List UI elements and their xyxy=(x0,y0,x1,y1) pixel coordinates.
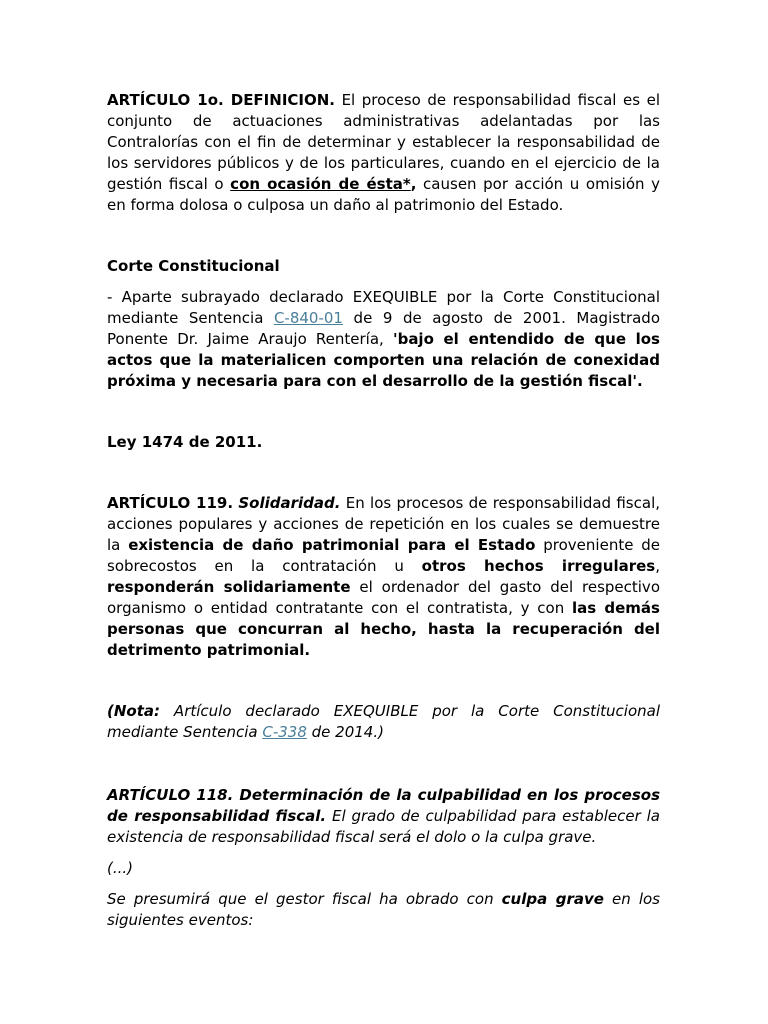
article-119-bold-3: responderán solidariamente xyxy=(107,578,351,596)
sentencia-c-840-01-link[interactable]: C-840-01 xyxy=(273,309,343,327)
nota-text-1: Artículo declarado EXEQUIBLE por la Corte Constitucional mediante Sentencia xyxy=(107,702,660,741)
spacer xyxy=(107,743,660,785)
article-119-bold-4: las demás personas que concurran al hecho, hasta la recuperación del detrimento patrimonial. xyxy=(107,599,660,659)
article-1-paragraph xyxy=(107,90,660,216)
corte-heading: Corte Constitucional xyxy=(107,257,280,275)
article-118-p2-bold: culpa grave xyxy=(501,890,604,908)
nota-paragraph xyxy=(107,701,660,743)
article-1-text-1: El proceso de responsabilidad fiscal es el conjunto de actuaciones administrativas adelantadas por las Contralorías con el fin de determinar y establecer la responsabilidad de los servidores públicos y de los particulares, cuando en el ejercicio de la gestión fiscal o xyxy=(107,91,661,193)
article-119-bold-1: existencia de daño patrimonial para el Estado xyxy=(128,536,536,554)
spacer xyxy=(107,848,660,858)
article-119-text-1: En los procesos de responsabilidad fiscal, acciones populares y acciones de repetición en los cuales se demuestre la xyxy=(107,494,660,554)
article-119-heading: ARTÍCULO 119. xyxy=(107,494,234,512)
spacer xyxy=(107,392,660,432)
article-118-p2-text-2: en los siguientes eventos: xyxy=(107,890,660,929)
article-118-ellipsis: (...) xyxy=(107,859,134,877)
document-body xyxy=(107,90,660,931)
spacer xyxy=(107,453,660,493)
corte-paragraph xyxy=(107,287,660,392)
article-118-paragraph xyxy=(107,785,660,848)
spacer xyxy=(107,661,660,701)
article-119-text-2: proveniente de sobrecostos en la contratación u xyxy=(107,536,660,575)
article-119-title: Solidaridad. xyxy=(238,494,341,512)
article-1-comma: , xyxy=(410,175,417,193)
nota-text-2: de 2014.) xyxy=(306,723,384,741)
sentencia-c-338-link[interactable]: C-338 xyxy=(262,723,307,741)
spacer xyxy=(107,277,660,287)
article-1-underlined-phrase: con ocasión de ésta* xyxy=(230,175,411,193)
article-119-paragraph xyxy=(107,493,660,661)
article-119-bold-2: otros hechos irregulares xyxy=(421,557,656,575)
spacer xyxy=(107,216,660,256)
article-1-heading: ARTÍCULO 1o. DEFINICION. xyxy=(107,91,335,109)
corte-bold-quote: 'bajo el entendido de que los actos que la materialicen comporten una relación de conexidad próxima y necesaria para con el desarrollo de la gestión fiscal'. xyxy=(107,330,660,390)
spacer xyxy=(107,879,660,889)
corte-text-1: - Aparte subrayado declarado EXEQUIBLE por la Corte Constitucional mediante Sentencia xyxy=(107,288,660,327)
corte-text-2: de 9 de agosto de 2001. Magistrado Ponente Dr. Jaime Araujo Rentería, xyxy=(107,309,661,348)
article-118-text-1: El grado de culpabilidad para establecer la existencia de responsabilidad fiscal será el dolo o la culpa grave. xyxy=(107,807,660,846)
article-118-heading: ARTÍCULO 118. Determinación de la culpabilidad en los procesos de responsabilidad fiscal. xyxy=(107,786,660,825)
nota-label: (Nota: xyxy=(107,702,161,720)
article-1-text-2: causen por acción u omisión y en forma dolosa o culposa un daño al patrimonio del Estado. xyxy=(107,175,660,214)
article-119-text-4: el ordenador del gasto del respectivo organismo o entidad contratante con el contratista, y con xyxy=(107,578,660,617)
article-118-paragraph-2 xyxy=(107,889,660,931)
article-119-text-3: , xyxy=(655,557,660,575)
ley-heading: Ley 1474 de 2011. xyxy=(107,433,263,451)
article-118-p2-text-1: Se presumirá que el gestor fiscal ha obrado con xyxy=(107,890,502,908)
